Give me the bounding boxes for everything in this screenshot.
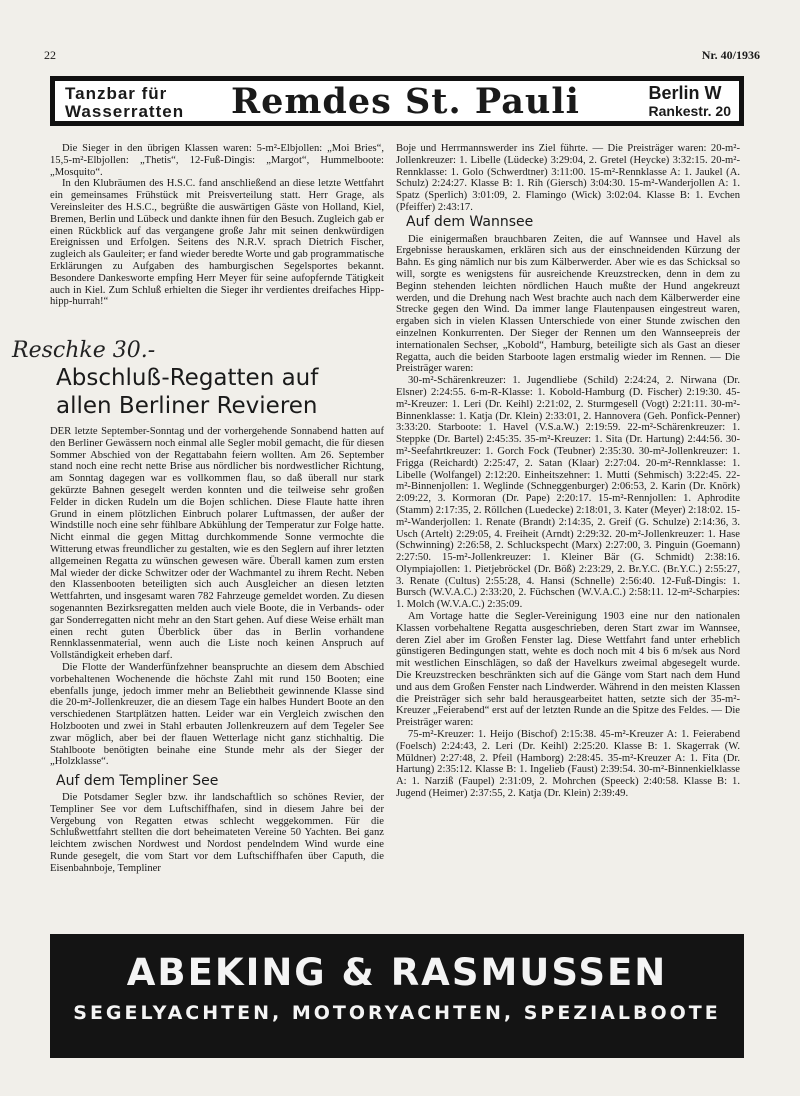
- left-body-column: [50, 426, 384, 874]
- bottom-advertisement: [50, 934, 744, 1058]
- top-advertisement: [50, 76, 744, 126]
- wannsee-paragraph-3: Am Vortage hatte die Segler-Vereinigung 1903 eine nur den nationalen Klassen vorbehaltene Regatta ausgeschrieben, deren Start zwar im Wannsee, deren Ziel aber im Großen Fenster lag. Diese Wettfahrt fand unter erheblich günstigeren Bedingungen statt, wehte es doch noch mit 4 bis 6 m/sek aus Nord mit westlichen Einschlägen, so daß der Havelkurs zweimal abgesegelt wurde. Die Kreuzstrecken beschränkten sich auf die Gänge vom Start nach dem Hund und aus dem Großen Fenster nach Lindwerder. Während in den meisten Klassen die Preisträger sich sehr bald herausgearbeitet hatten, setzte sich der 35-m²-Kreuzer „Feierabend“ erst auf der letzten Runde an die Spitze des Feldes. — Die Preisträger waren:: [396, 611, 740, 729]
- ad-slogan: [65, 85, 184, 121]
- ad-tagline: SEGELYACHTEN, MOTORYACHTEN, SPEZIALBOOTE: [73, 1002, 721, 1024]
- ad-company-name: ABEKING & RASMUSSEN: [126, 951, 668, 994]
- body-paragraph-2: Die Flotte der Wanderfünfzehner beanspruchte an diesem dem Abschied vorbehaltenen Wochenende die höchste Zahl mit rund 150 Booten; eine ebenfalls junge, jedoch immer mehr an Beliebtheit gewinnende Klasse sind die 20-m²-Jollenkreuzer, die an diesem Tage ein halbes Hundert Boote an den verschiedenen Startplätzen hatten. Leider war ein Vergleich zwischen den Holzbooten und zwei in Stahl erbauten Jollenkreuzern auf dem Tegeler See zwar möglich, aber bei der flauen Wetterlage nicht ganz stichhaltig. Die Stahlboote benötigten beinahe eine Stunde mehr als der Sieger der „Holzklasse“.: [50, 661, 384, 768]
- intro-paragraph-1: Die Sieger in den übrigen Klassen waren: 5-m²-Elbjollen: „Moi Bries“, 15,5-m²-Elbjollen: „Thetis“, 12-Fuß-Dingis: „Margot“, Hummelboote: „Mosquito“.: [50, 143, 384, 178]
- article-title: Abschluß-Regatten auf allen Berliner Revieren: [56, 365, 319, 419]
- issue-number: Nr. 40/1936: [701, 48, 760, 62]
- ad-venue-name: Remdes St. Pauli: [231, 81, 580, 122]
- body-paragraph-1: DER letzte September-Sonntag und der vorhergehende Sonnabend hatten auf den Berliner Gewässern noch einmal alle Segler mobil gemacht, die für diesen Sommer Abschied von der Regattabahn feiern wollten. Am 26. September stand noch eine recht nette Brise aus nördlicher bis nordwestlicher Richtung, am Sonntag dagegen war es vollkommen flau, so daß überall nur stark gekürzte Bahnen gesegelt werden konnten und die teilweise sehr großen Felder in dicken Rudeln um die Bojen schlichen. Diese Flaute hatte ihren Grund in einem plötzlichen Einbruch polarer Luftmassen, der außer der Windstille noch eine sehr fühlbare Abkühlung der Temperatur zur Folge hatte. Nicht einmal die gegen Mittag durchkommende Sonne vermochte die Witterung etwas freundlicher zu gestalten, wie es den Seglern auf ihrer letzten allgemeinen Regatta zu wünschen gewesen wäre. Überall kamen zum ersten Mal wieder der dicke Schwitzer oder der Wachmantel zu ihrem Recht. Neben den Klassenbooten beteiligten sich auch Ausgleicher an diesen letzten Wettfahrten, und insgesamt waren 782 Fahrzeuge gemeldet worden. Zu diesen sogenannten Bezirksregatten melden auch viele Boote, die in Verbands- oder gar Sonderregatten nicht mehr an den Start gehen. Auf diese Weise erhält man einen recht guten Überblick über das in Berlin vorhandene Rennklassenmaterial, wenn auch die Liste noch keinen Anspruch auf Vollständigkeit erheben darf.: [50, 426, 384, 662]
- handwritten-annotation: Reschke 30.-: [12, 338, 156, 363]
- ad-slogan-line1: Tanzbar für: [65, 84, 168, 103]
- wannsee-paragraph-1: Die einigermaßen brauchbaren Zeiten, die auf Wannsee und Havel als Ergebnisse herauskamen, erklären sich aus der einschneidenden Kürzung der Bahn. Es ging nämlich nur bis zum Kälberwerder. Aber wie es das Schicksal so will, sorgte es wenigstens für ausreichende Kreuzstrecken, denn in dem zu Beginn stehenden leichten nördlichen Hauch mußte der Hund angekreuzt werden, und die Drehung nach West brachte auch nach dem Kälberwerder eine Strecke gegen den Wind. Da immer lange Flautenpausen eingestreut waren, ergaben sich in vielen Klassen Unterschiede von einer Stunde zwischen den einzelnen Konkurrenten. Der Sieger der Rennen um den Wannseepreis der internationalen Sechser, „Kobold“, Hamburg, beteiligte sich als Gast an dieser Regatta, auch die beiden Starboote lagen erstmalig wieder im Rennen. — Die Preisträger waren:: [396, 233, 740, 375]
- wannsee-paragraph-4: 75-m²-Kreuzer: 1. Heijo (Bischof) 2:15:38. 45-m²-Kreuzer A: 1. Feierabend (Foelsch) 2:24:43, 2. Leri (Dr. Keihl) 2:25:20. Klasse B: 1. Skagerrak (W. Müldner) 2:27:48, 2. Pfeil (Hamborg) 2:28:45. 35-m²-Kreuzer A: 1. Fita (Dr. Hartung) 2:35:12. Klasse B: 1. Ingelieb (Faust) 2:39:54. 30-m²-Binnenkielklasse A: 1. Narziß (Faupel) 2:31:09, 2. Mohrchen (Speeck) 2:40:58. Klasse B: 1. Jugend (Heimer) 2:37:55, 2. Katja (Dr. Klein) 2:39:49.: [396, 729, 740, 800]
- intro-paragraph-2: In den Klubräumen des H.S.C. fand anschließend an diese letzte Wettfahrt ein gemeinsames Frühstück mit Preisverteilung statt. Herr Grage, als Vereinsleiter des H.S.C., begrüßte die auswärtigen Gäste von Holland, Kiel, Bremen, Berlin und Lübeck und dankte ihnen für den Besuch. Zugleich gab er einen Rückblick auf das vergangene große Jahr mit seinen denkwürdigen Ereignissen und Erfolgen. Seitens des N.R.V. sprach Dietrich Fischer, zugleich als Gauleiter; er fand wieder beredte Worte und gab programmatische Erklärungen zu Aufgaben des hamburgischen Segelsportes bekannt. Besondere Dankesworte empfing Herr Meyer für seine aufopfernde Tätigkeit auch in Kiel. Zum Schluß erhielten die Sieger ihr verdientes dreifaches Hipp-hipp-hurrah!“: [50, 178, 384, 308]
- subheading-templiner-see: Auf dem Templiner See: [56, 773, 219, 790]
- right-intro-paragraph: Boje und Herrmannswerder ins Ziel führte. — Die Preisträger waren: 20-m²-Jollenkreuzer: 1. Libelle (Lüdecke) 3:29:04, 2. Gretel (Heycke) 3:32:15. 20-m²-Rennklasse: 1. Golo (Schwerdtner) 3:11:00. 15-m²-Rennklasse A: 1. Jaukel (A. Schulz) 2:24:27. Klasse B: 1. Rih (Giersch) 3:04:30. 15-m²-Wanderjollen A: 1. Spatz (Sperlich) 3:01:09, 2. Flamingo (Wick) 3:02:04. Klasse B: 1. Evchen (Pfeiffer) 2:43:17.: [396, 143, 740, 213]
- ad-slogan-line2: Wasserratten: [65, 102, 185, 121]
- wannsee-paragraph-2: 30-m²-Schärenkreuzer: 1. Jugendliebe (Schild) 2:24:24, 2. Nirwana (Dr. Elsner) 2:24:55. 6-m-R-Klasse: 1. Kobold-Hamburg (D. Fischer) 2:19:30. 45-m²-Kreuzer: 1. Leri (Dr. Keihl) 2:21:02, 2. Sturmgesell (Vogt) 2:21:11. 30-m²-Binnenklasse: 1. Katja (Dr. Klein) 2:33:01, 2. Hannovera (Geh. Ponfick-Penner) 3:33:20. Starboote: 1. Havel (V.S.a.W.) 2:19:59. 22-m²-Schärenkreuzer: 1. Steppke (Dr. Bartel) 2:45:35. 35-m²-Kreuzer: 1. Sita (Dr. Hartung) 2:44:56. 30-m²-Seefahrtkreuzer: 1. Gorch Fock (Teubner) 2:35:30. 30-m²-Jollenkreuzer: 1. Frigga (Reichardt) 2:25:47, 2. Satan (Klaar) 2:27:04. 20-m²-Rennklasse: 1. Libelle (Wolfangel) 2:12:20. Einheitszehner: 1. Mutti (Sehmisch) 3:22:45. 22-m²-Binnenjollen: 1. Weglinde (Schneggenburger) 2:06:53, 2. Karin (Dr. Knörk) 2:09:22, 3. Kormoran (Dr. Pape) 2:20:17. 15-m²-Rennjollen: 1. Aphrodite (Stamm) 2:17:35, 2. Röllchen (Luedecke) 2:18:01, 3. Kater (Meyer) 2:18:02. 15-m²-Wanderjollen: 1. Renate (Brandt) 2:14:35, 2. Greif (G. Schulze) 2:14:36, 3. Usch (Artelt) 2:29:05, 4. Freiheit (Arndt) 2:29:32. 20-m²-Jollenkreuzer: 1. Hase (Schwinning) 2:26:58, 2. Schluckspecht (Marx) 2:27:00, 3. Pinguin (Goemann) 2:27:50. 15-m²-Jollenkreuzer: 1. Kleiner Bär (G. Schmidt) 2:38:16. Olympiajollen: 1. Pietjebröckel (Dr. Böß) 2:23:29, 2. Br.Y.C. (Br.Y.C.) 2:55:27, 3. Renate (Cultus) 2:55:28, 4. Hansi (Schnelle) 2:56:40. 12-Fuß-Dingis: 1. Bursch (W.V.A.C.) 2:33:20, 2. Füchschen (W.V.A.C.) 2:58:11. 12-m²-Scharpies: 1. Molch (W.V.A.C.) 2:35:09.: [396, 375, 740, 611]
- ad-city: Berlin W: [648, 83, 722, 103]
- left-intro-column: [50, 143, 384, 308]
- page-number: 22: [44, 48, 56, 62]
- ad-street: Rankestr. 20: [648, 103, 731, 119]
- ad-address: [649, 84, 732, 120]
- right-column: [396, 143, 740, 800]
- subheading-wannsee: Auf dem Wannsee: [406, 213, 534, 230]
- templin-paragraph: Die Potsdamer Segler bzw. ihr landschaftlich so schönes Revier, der Templiner See vor dem Luftschiffhafen, sind in diesem Jahre bei der Vergebung von Regatten etwas schlecht weggekommen. Für die Schlußwettfahrt stellten die dort beheimateten Vereine 50 Yachten. Bei ganz leichtem zwischen Nordwest und Nordost pendelndem Wind wurde eine Runde gesegelt, die vom Start vor dem Luftschiffhafen über Caputh, die Eisenbahnboje, Templiner: [50, 791, 384, 874]
